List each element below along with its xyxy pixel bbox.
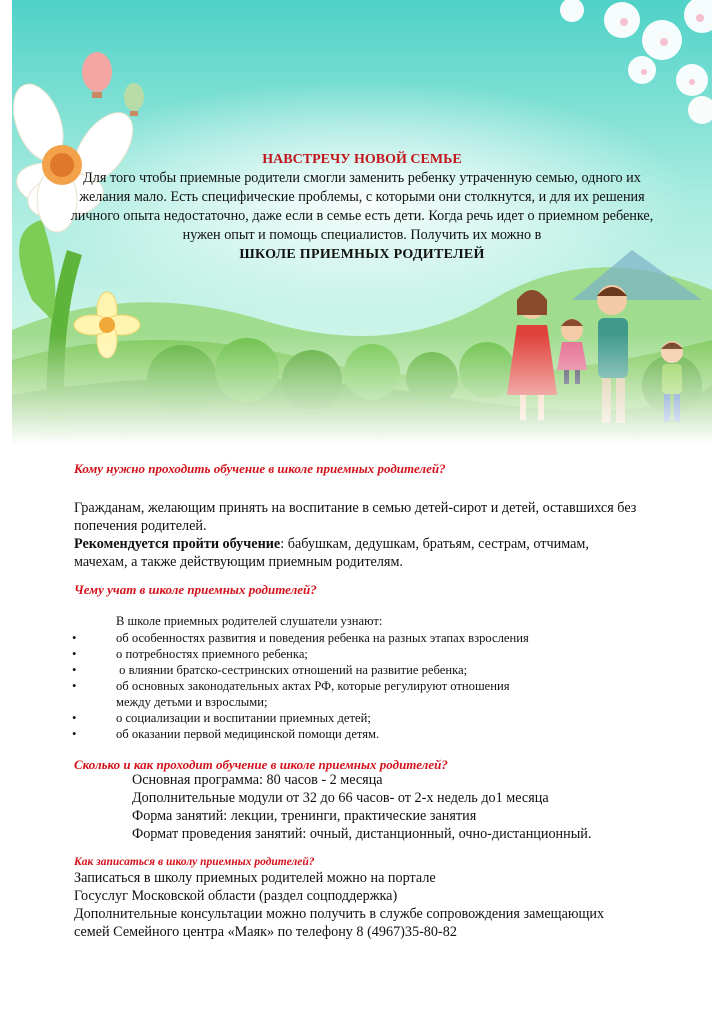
- section2-intro: В школе приемных родителей слушатели узнают:: [116, 614, 383, 628]
- section4-line-4: семей Семейного центра «Маяк» по телефону 8 (4967)35-80-82: [74, 924, 457, 940]
- list-item: [72, 646, 308, 662]
- list-item-text: о социализации и воспитании приемных детей;: [116, 711, 371, 725]
- section2-question: Чему учат в школе приемных родителей?: [74, 582, 317, 597]
- banner-title: НАВСТРЕЧУ НОВОЙ СЕМЬЕ: [262, 152, 462, 167]
- section4-line-1: Записаться в школу приемных родителей можно на портале: [74, 870, 436, 886]
- list-item-text: об особенностях развития и поведения ребенка на разных этапах взросления: [116, 631, 529, 645]
- list-item-text: о влиянии братско-сестринских отношений на развитие ребенка;: [116, 663, 468, 677]
- banner-line-4: нужен опыт и помощь специалистов. Получить их можно в: [182, 227, 542, 243]
- section1-recommendation: [74, 535, 589, 553]
- bullet-icon: •: [72, 727, 77, 741]
- bullet-icon: •: [72, 631, 77, 645]
- list-item: [72, 726, 380, 742]
- list-item: [72, 678, 510, 694]
- banner-text-block: [0, 150, 724, 264]
- list-item: [72, 662, 468, 678]
- list-item-text: об оказании первой медицинской помощи детям.: [116, 727, 380, 741]
- section1-line-1: Гражданам, желающим принять на воспитание в семью детей-сирот и детей, оставшихся без: [74, 500, 637, 516]
- section3-question: Сколько и как проходит обучение в школе приемных родителей?: [74, 757, 448, 772]
- banner-line-1: Для того чтобы приемные родители смогли заменить ребенку утраченную семью, одного их: [83, 170, 641, 186]
- list-item-text: об основных законодательных актах РФ, которые регулируют отношения: [116, 679, 510, 693]
- section3-line-4: Формат проведения занятий: очный, дистанционный, очно-дистанционный.: [132, 826, 592, 842]
- section4-question: Как записаться в школу приемных родителей?: [74, 856, 315, 868]
- section1-line-2: попечения родителей.: [74, 518, 207, 534]
- bullet-icon: •: [72, 679, 77, 693]
- banner-line-3: личного опыта недостаточно, даже если в семье есть дети. Когда речь идет о приемном ребенке,: [70, 208, 654, 224]
- bullet-icon: •: [72, 647, 77, 661]
- list-item: [72, 710, 371, 726]
- banner-subtitle: ШКОЛЕ ПРИЕМНЫХ РОДИТЕЛЕЙ: [239, 247, 485, 262]
- bullet-icon: •: [72, 663, 77, 677]
- recommendation-text: : бабушкам, дедушкам, братьям, сестрам, отчимам,: [280, 536, 589, 552]
- section1-question: Кому нужно проходить обучение в школе приемных родителей?: [74, 461, 446, 476]
- list-item: [72, 630, 529, 646]
- bullet-icon: •: [72, 711, 77, 725]
- section4-line-3: Дополнительные консультации можно получить в службе сопровождения замещающих: [74, 906, 605, 922]
- list-item-continuation: между детьми и взрослыми;: [116, 695, 268, 709]
- section4-line-2: Госуслуг Московской области (раздел соцподдержка): [74, 888, 398, 904]
- section3-line-1: Основная программа: 80 часов - 2 месяца: [132, 772, 383, 788]
- recommendation-label: Рекомендуется пройти обучение: [74, 536, 281, 552]
- section1-line-4: мачехам, а также действующим приемным родителям.: [74, 554, 403, 570]
- section3-line-2: Дополнительные модули от 32 до 66 часов- от 2-х недель до1 месяца: [132, 790, 549, 806]
- list-item-text: о потребностях приемного ребенка;: [116, 647, 308, 661]
- section3-line-3: Форма занятий: лекции, тренинги, практические занятия: [132, 808, 477, 824]
- banner-line-2: желания мало. Есть специфические проблемы, с которыми они столкнутся, и для их решения: [79, 189, 645, 205]
